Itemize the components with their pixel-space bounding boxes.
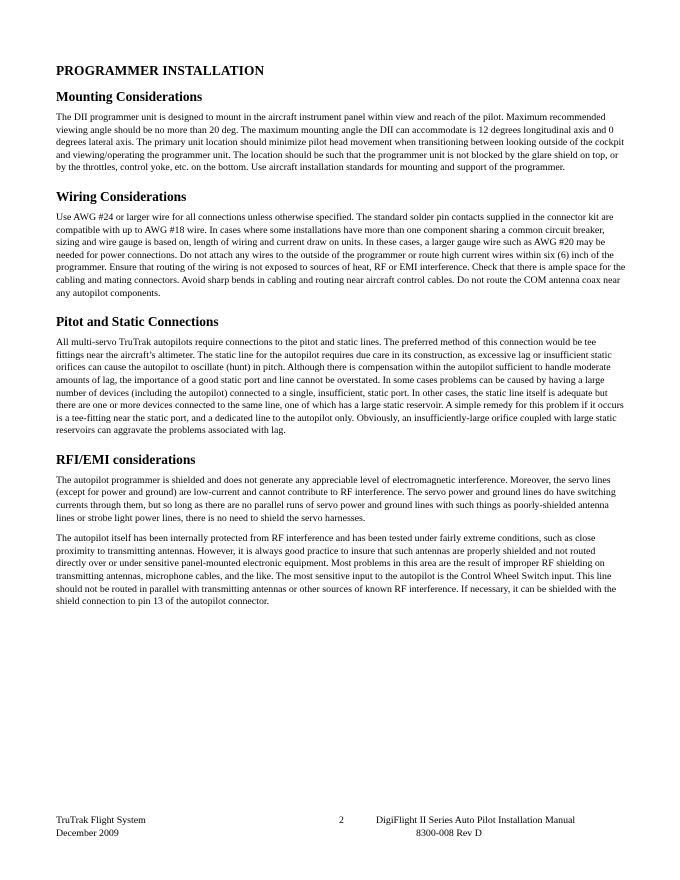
pitot-static-paragraph: All multi-servo TruTrak autopilots require connections to the pitot and static lines. The preferred method of this connection would be tee fittings near the aircraft’s altimeter. The static line for the autopilot requires due care in its construction, as excessive lag or insufficient static orifices can cause the autopilot to oscillate (hunt) in pitch. Although there is compensation within the autopilot sufficient to handle moderate amounts of lag, the importance of a good static port and line cannot be overstated. In some cases problems can be caused by having a large number of devices (including the autopilot) connected to a single, insufficient, static port. In other cases, the static line itself is adequate but there are one or more devices connected to the same line, one of which has a large static reservoir. A simple remedy for this problem if it occurs is a tee-fitting near the static port, and a dedicated line to the autopilot only. Obviously, an insufficiently-large orifice coupled with large static reservoirs can aggravate the problems associated with lag.: [56, 337, 624, 437]
section-heading-pitot-static: Pitot and Static Connections: [56, 314, 219, 330]
document-body: [56, 63, 626, 623]
section-heading-mounting: Mounting Considerations: [56, 89, 203, 104]
footer-doc-number: 8300-008 Rev D: [416, 828, 482, 839]
page-title: PROGRAMMER INSTALLATION: [56, 63, 265, 78]
page-footer: [56, 814, 626, 844]
footer-company: TruTrak Flight System: [56, 815, 146, 826]
mounting-paragraph: The DII programmer unit is designed to mount in the aircraft instrument panel within view and reach of the pilot. Maximum recommended viewing angle should be no more than 20 deg. The maximum mounting angle the DII can accommodate is 12 degrees longitudinal axis and 0 degrees lateral axis. The primary unit location should minimize pilot head movement when transitioning between looking outside of the cockpit and viewing/operating the programmer unit. The location should be such that the programmer unit is not blocked by the glare shield on top, or by the throttles, control yoke, etc. on the bottom. Use aircraft installation standards for mounting and support of the programmer.: [56, 112, 625, 174]
footer-page-number: 2: [339, 815, 344, 826]
rfi-emi-paragraph-2: The autopilot itself has been internally protected from RF interference and has been tested under fairly extreme conditions, such as close proximity to transmitting antennas. However, it is always good practice to insure that such antennas are properly shielded and not routed directly over or under sensitive panel-mounted electronic equipment. Most problems in this area are the result of improper RF shielding on transmitting antennas, microphone cables, and the like. The most sensitive input to the autopilot is the Control Wheel Switch input. This line should not be routed in parallel with transmitting antennas or other sources of known RF interference. If necessary, it can be shielded with the shield connection to pin 13 of the autopilot connector.: [56, 533, 617, 608]
section-heading-rfi-emi: RFI/EMI considerations: [56, 451, 196, 467]
footer-date: December 2009: [56, 828, 119, 839]
footer-manual-title: DigiFlight II Series Auto Pilot Installation Manual: [376, 815, 576, 826]
section-heading-wiring: Wiring Considerations: [56, 188, 187, 204]
rfi-emi-paragraph-1: The autopilot programmer is shielded and does not generate any appreciable level of electromagnetic interference. Moreover, the servo lines (except for power and ground) are low-current and cannot contribute to RF interference. The servo power and ground lines do have switching currents through them, but so long as there are no parallel runs of servo power and ground lines with such things as poorly-shielded antenna lines or strobe light power lines, there is no need to shield the servo harnesses.: [56, 474, 616, 524]
wiring-paragraph: Use AWG #24 or larger wire for all connections unless otherwise specified. The standard solder pin contacts supplied in the connector kit are compatible with up to AWG #18 wire. In cases where some installations have more than one component sharing a common circuit breaker, sizing and wire gauge is based on, length of wiring and current draw on units. In these cases, a larger gauge wire such as AWG #20 may be needed for power connections. Do not attach any wires to the outside of the programmer or route high current wires within six (6) inch of the programmer. Ensure that routing of the wiring is not exposed to sources of heat, RF or EMI interference. Check that there is ample space for the cabling and mating connectors. Avoid sharp bends in cabling and routing near aircraft control cables. Do not route the COM antenna coax near any autopilot components.: [56, 211, 626, 299]
